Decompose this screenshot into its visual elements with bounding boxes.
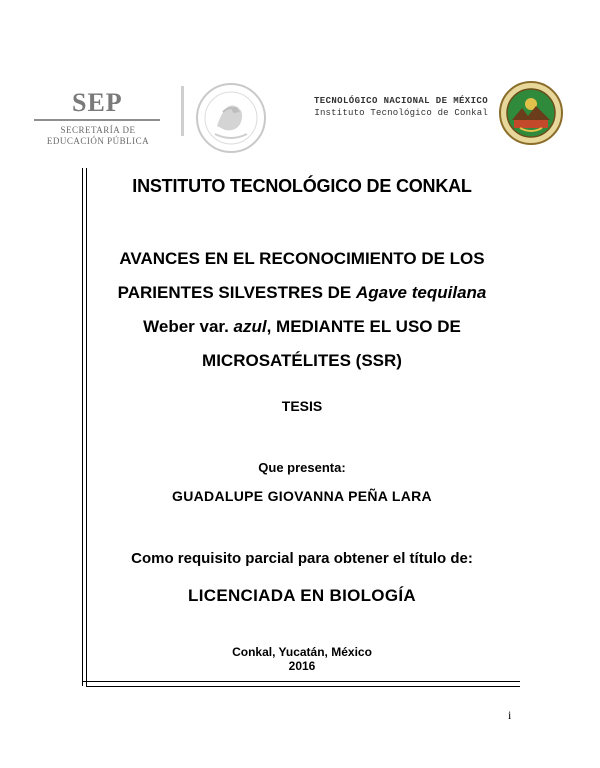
author-name: GUADALUPE GIOVANNA PEÑA LARA	[172, 488, 432, 504]
sep-subtitle-line1: SECRETARÍA DE	[60, 125, 136, 135]
frame-bottom-line	[82, 681, 520, 682]
frame-left-line	[82, 168, 83, 686]
instituto-tecnologico-conkal-logo-icon	[498, 80, 564, 146]
sep-logo	[34, 88, 162, 148]
place: Conkal, Yucatán, México	[232, 645, 372, 659]
institution-title: INSTITUTO TECNOLÓGICO DE CONKAL	[132, 176, 472, 196]
sep-subtitle-line2: EDUCACIÓN PÚBLICA	[46, 136, 150, 146]
frame-left-line-inner	[86, 168, 87, 686]
institution-header	[282, 95, 488, 119]
sep-rule	[34, 119, 160, 121]
title-part3: , MEDIANTE EL USO DE MICROSATÉLITES (SSR)	[202, 317, 461, 370]
sep-acronym: SEP	[72, 88, 123, 117]
document-type: TESIS	[281, 398, 323, 414]
species-name: Agave tequilana	[355, 283, 487, 302]
itc-name: Instituto Tecnológico de Conkal	[314, 108, 488, 118]
requirement-text: Como requisito parcial para obtener el título de:	[131, 550, 473, 567]
year: 2016	[288, 659, 316, 673]
degree-title: LICENCIADA EN BIOLOGÍA	[188, 586, 416, 605]
title-part1: AVANCES EN EL RECONOCIMIENTO DE LOS PARIENTES SILVESTRES DE	[117, 249, 485, 302]
mexican-coat-of-arms-icon	[195, 82, 267, 154]
place-and-year	[90, 645, 514, 673]
tecnm-name: TECNOLÓGICO NACIONAL DE MÉXICO	[313, 96, 488, 106]
frame-bottom-line-inner	[86, 686, 520, 687]
header-divider	[181, 86, 184, 136]
presented-by-label: Que presenta:	[258, 460, 346, 475]
title-part2: Weber var.	[143, 317, 234, 336]
thesis-title	[90, 242, 514, 378]
variety-name: azul	[233, 317, 267, 336]
page-number: i	[508, 708, 512, 722]
